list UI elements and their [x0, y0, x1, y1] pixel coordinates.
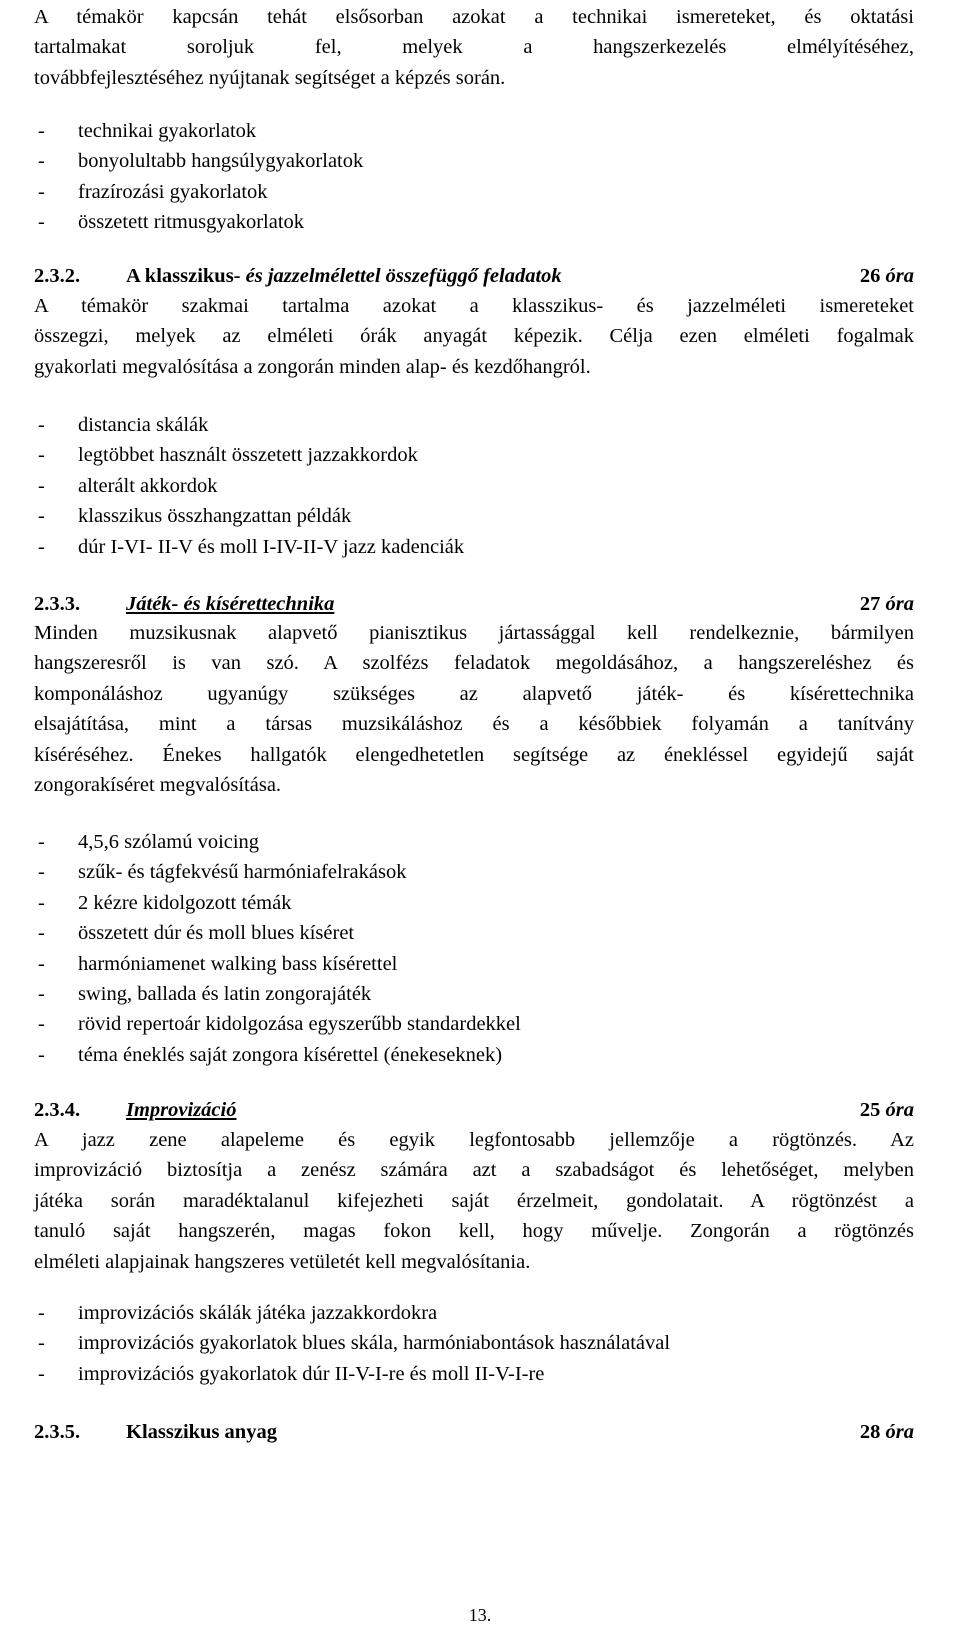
section-bullet-list-2-3-4 [34, 1298, 914, 1389]
section-heading-2-3-5 [34, 1416, 914, 1448]
intro-line: tartalmakat soroljuk fel, melyek a hangszerkezelés elmélyítéséhez, [34, 36, 914, 59]
paragraph-line: improvizáció biztosítja a zenész számára azt a szabadságot és lehetőséget, melyben [34, 1159, 914, 1182]
list-item: - bonyolultabb hangsúlygyakorlatok [38, 150, 364, 173]
section-title: Klasszikus anyag [126, 1421, 277, 1443]
list-item: - harmóniamenet walking bass kísérettel [38, 952, 398, 975]
paragraph-line: tanuló saját hangszerén, magas fokon kell, hogy művelje. Zongorán a rögtönzés [34, 1220, 914, 1243]
section-hours: 28 óra [859, 1421, 914, 1443]
paragraph-line: Minden muzsikusnak alapvető pianisztikus jártassággal kell rendelkeznie, bármilyen [34, 622, 914, 644]
list-item: - összetett ritmusgyakorlatok [38, 211, 305, 234]
paragraph-line: elméleti alapjainak hangszeres vetületét kell megvalósítania. [34, 1250, 531, 1273]
paragraph-line: összegzi, melyek az elméleti órák anyagát képezik. Célja ezen elméleti fogalmak [34, 325, 914, 348]
list-item: - téma éneklés saját zongora kísérettel (énekeseknek) [38, 1043, 503, 1066]
section-title: Játék- és kísérettechnika [126, 593, 335, 615]
list-item: - rövid repertoár kidolgozása egyszerűbb standardekkel [38, 1013, 521, 1036]
list-item: - technikai gyakorlatok [38, 120, 257, 142]
page-number: 13. [468, 1605, 492, 1625]
list-item: - 2 kézre kidolgozott témák [38, 891, 292, 914]
section-paragraph-2-3-3 [34, 618, 914, 800]
list-item: - distancia skálák [38, 414, 209, 436]
section-title: A klasszikus- és jazzelmélettel összefüggő feladatok [126, 265, 562, 287]
paragraph-line: elsajátítása, mint a társas muzsikáláshoz és a későbbiek folyamán a tanítvány [34, 713, 914, 736]
section-bullet-list-2-3-2 [34, 410, 914, 562]
list-item: - dúr I-VI- II-V és moll I-IV-II-V jazz kadenciák [38, 535, 465, 558]
paragraph-line: zongorakíséret megvalósítása. [34, 774, 282, 797]
list-item: - improvizációs gyakorlatok blues skála, harmóniabontások használatával [38, 1332, 671, 1355]
section-number: 2.3.5. [34, 1421, 81, 1443]
list-item: - improvizációs gyakorlatok dúr II-V-I-re és moll II-V-I-re [38, 1362, 545, 1385]
section-hours: 26 óra [859, 265, 914, 287]
intro-paragraph [34, 2, 914, 93]
section-heading-2-3-3 [34, 588, 914, 620]
intro-line: továbbfejlesztéséhez nyújtanak segítséget a képzés során. [34, 66, 506, 89]
paragraph-line: gyakorlati megvalósítása a zongorán minden alap- és kezdőhangról. [34, 355, 591, 378]
list-item: - szűk- és tágfekvésű harmóniafelrakások [38, 861, 407, 884]
section-title: Improvizáció [126, 1099, 237, 1121]
section-number: 2.3.3. [34, 593, 81, 615]
list-item: - 4,5,6 szólamú voicing [38, 831, 260, 853]
paragraph-line: A témakör szakmai tartalma azokat a klasszikus- és jazzelméleti ismereteket [34, 295, 914, 317]
section-hours: 27 óra [859, 593, 914, 615]
paragraph-line: hangszeresről is van szó. A szolfézs feladatok megoldásához, a hangszereléshez és [34, 652, 914, 675]
intro-bullet-list [34, 116, 914, 238]
list-item: - klasszikus összhangzattan példák [38, 505, 352, 528]
list-item: - legtöbbet használt összetett jazzakkordok [38, 444, 418, 467]
section-number: 2.3.4. [34, 1099, 81, 1121]
paragraph-line: kíséréséhez. Énekes hallgatók elengedhetetlen segítsége az énekléssel egyidejű saját [34, 743, 914, 766]
list-item: - swing, ballada és latin zongorajáték [38, 983, 372, 1006]
list-item: - összetett dúr és moll blues kíséret [38, 922, 355, 945]
section-paragraph-2-3-2 [34, 291, 914, 382]
list-item: - alterált akkordok [38, 474, 218, 497]
section-heading-2-3-4 [34, 1094, 914, 1126]
section-hours: 25 óra [859, 1099, 914, 1121]
intro-line: A témakör kapcsán tehát elsősorban azokat a technikai ismereteket, és oktatási [34, 6, 914, 28]
list-item: - improvizációs skálák játéka jazzakkordokra [38, 1302, 438, 1324]
list-item: - frazírozási gyakorlatok [38, 180, 268, 203]
section-bullet-list-2-3-3 [34, 827, 914, 1070]
paragraph-line: játéka során maradéktalanul kifejezheti saját érzelmeit, gondolatait. A rögtönzést a [34, 1189, 914, 1212]
section-paragraph-2-3-4 [34, 1125, 914, 1277]
paragraph-line: komponáláshoz ugyanúgy szükséges az alapvető játék- és kísérettechnika [34, 682, 914, 705]
paragraph-line: A jazz zene alapeleme és egyik legfontosabb jellemzője a rögtönzés. Az [34, 1129, 914, 1151]
section-heading-2-3-2 [34, 260, 914, 292]
section-number: 2.3.2. [34, 265, 81, 287]
